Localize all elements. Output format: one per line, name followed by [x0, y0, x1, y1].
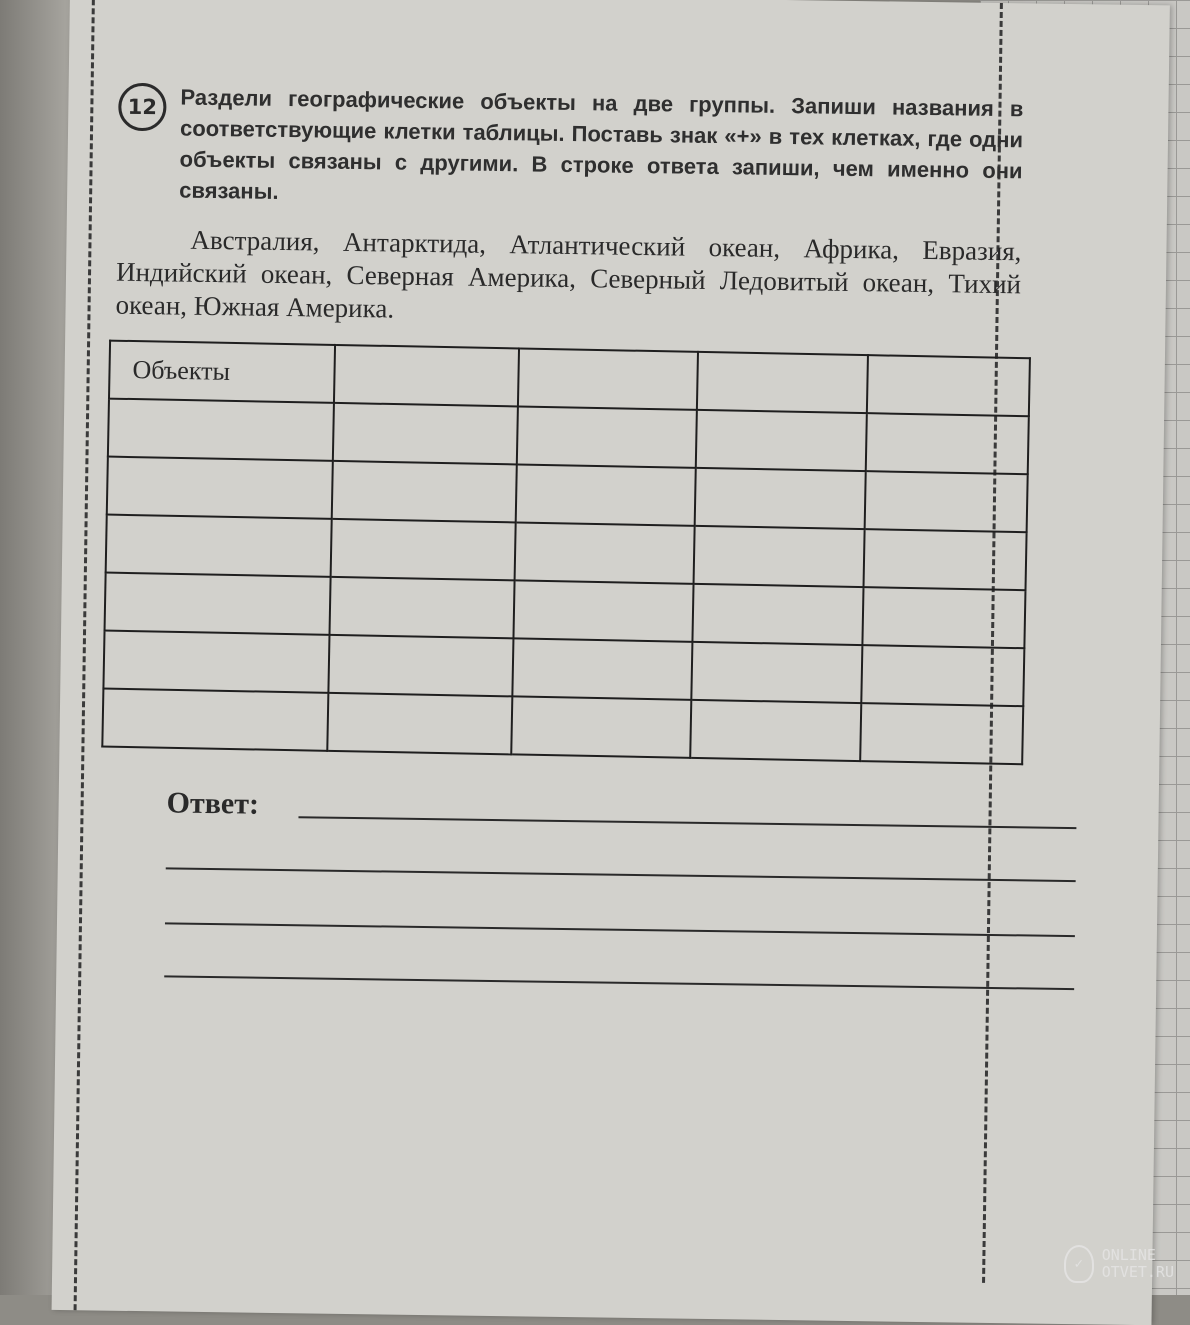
task-header: [117, 81, 1024, 218]
table-cell[interactable]: [334, 345, 519, 407]
table-cell[interactable]: [696, 410, 867, 471]
answer-block: [164, 786, 1077, 990]
table-cell[interactable]: [863, 529, 1026, 590]
table-cell[interactable]: [103, 631, 329, 693]
task-content: [106, 81, 1023, 990]
table-cell[interactable]: [106, 515, 332, 577]
table-cell[interactable]: [511, 696, 691, 757]
table-cell[interactable]: [862, 587, 1025, 648]
table-cell[interactable]: [697, 352, 868, 413]
table-cell[interactable]: [690, 700, 861, 761]
bulb-icon: ✓: [1064, 1245, 1094, 1283]
table-cell[interactable]: [518, 348, 698, 409]
table-cell[interactable]: [105, 573, 331, 635]
answer-line-2[interactable]: [166, 866, 1076, 882]
watermark-line-1: ONLINE: [1101, 1246, 1156, 1264]
cut-line-left: [74, 0, 95, 1310]
table-cell[interactable]: [108, 399, 334, 461]
watermark: [1064, 1245, 1174, 1283]
table-cell[interactable]: [861, 645, 1024, 706]
table-cell[interactable]: [864, 471, 1027, 532]
answer-line-4[interactable]: [164, 974, 1074, 990]
table-cell[interactable]: [866, 413, 1029, 474]
answer-label: Ответ:: [166, 786, 260, 821]
task-instructions: Раздели географические объекты на две группы. Запиши названия в соответствующие клетки таблицы. Поставь знак «+» в тех клетках, где одни объекты связаны с другими. В строке ответа запиши, чем именно они связаны.: [179, 84, 1024, 204]
table-cell[interactable]: [513, 580, 693, 641]
table-cell[interactable]: [694, 526, 865, 587]
table-cell[interactable]: [514, 522, 694, 583]
answer-line-1[interactable]: [299, 815, 1077, 829]
objects-list: Австралия, Антарктида, Атлантический океан, Африка, Евразия, Индийский океан, Северная Америка, Северный Ледовитый океан, Тихий океан, Южная Америка.: [115, 224, 1022, 324]
answer-line-3[interactable]: [165, 921, 1075, 937]
table-cell[interactable]: [517, 406, 697, 467]
table-cell[interactable]: [693, 584, 864, 645]
task-number-badge: 12: [118, 83, 167, 132]
worksheet: [52, 0, 1170, 1325]
table-cell[interactable]: [329, 577, 514, 639]
answer-row: [166, 786, 1076, 833]
table-cell[interactable]: [331, 461, 516, 523]
table-cell[interactable]: [695, 468, 866, 529]
watermark-line-2: OTVET.RU: [1101, 1263, 1174, 1281]
table-cell[interactable]: [327, 693, 512, 755]
table-cell[interactable]: [867, 355, 1030, 416]
table-cell[interactable]: [515, 464, 695, 525]
table-cell[interactable]: [328, 635, 513, 697]
table-cell[interactable]: [512, 638, 692, 699]
table-cell[interactable]: [332, 403, 517, 465]
table-header-objects: Объекты: [109, 341, 335, 403]
table-cell[interactable]: [330, 519, 515, 581]
table-cell[interactable]: [860, 703, 1023, 764]
table-cell[interactable]: [102, 689, 328, 751]
answer-table: [101, 340, 1031, 766]
table-cell[interactable]: [691, 642, 862, 703]
table-cell[interactable]: [107, 457, 333, 519]
